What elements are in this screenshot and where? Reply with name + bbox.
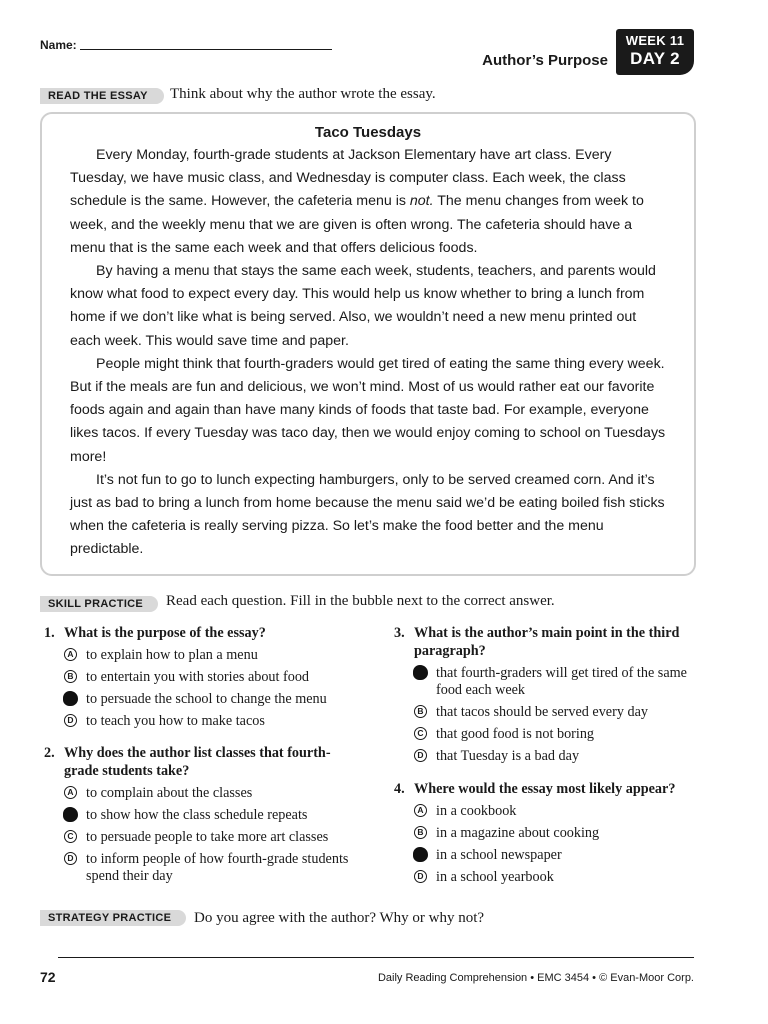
question-text: What is the author’s main point in the third paragraph? [414, 625, 680, 659]
question-2 [44, 744, 364, 885]
question-1 [44, 624, 364, 730]
answer-bubble[interactable] [413, 847, 428, 862]
question-stem [394, 624, 704, 660]
strategy-practice-tag: STRATEGY PRACTICE [40, 910, 186, 926]
question-number: 4. [394, 781, 405, 797]
option-text: to persuade people to take more art classes [86, 829, 329, 845]
option-text: to show how the class schedule repeats [86, 807, 308, 823]
question-stem [394, 780, 704, 798]
option-text: to entertain you with stories about food [86, 669, 310, 685]
answer-bubble[interactable]: D [414, 870, 427, 883]
answer-bubble[interactable] [413, 665, 428, 680]
question-number: 3. [394, 625, 405, 641]
question-text: Where would the essay most likely appear? [414, 781, 676, 797]
answer-bubble[interactable]: B [414, 705, 427, 718]
answer-option[interactable] [44, 785, 364, 802]
essay-paragraph [70, 144, 670, 260]
week-label: WEEK 11 [625, 33, 685, 48]
question-4 [394, 780, 704, 886]
answer-option[interactable] [394, 803, 704, 820]
read-essay-instruction: Think about why the author wrote the essay. [170, 86, 436, 102]
answer-option[interactable] [394, 726, 704, 743]
question-stem [44, 624, 364, 642]
option-text: to inform people of how fourth-grade students spend their day [86, 851, 349, 884]
answer-option[interactable] [44, 713, 364, 730]
answer-bubble[interactable]: A [414, 804, 427, 817]
answer-option[interactable] [44, 669, 364, 686]
option-text: that tacos should be served every day [436, 704, 648, 720]
paragraph-text: Every Monday, fourth-grade students at Jackson Elementary have art class. Every Tuesday, we have music class, and Wednesday is computer class. Each week, the class schedule is the same. However, the cafeteria menu is [70, 147, 626, 210]
question-3 [394, 624, 704, 765]
answer-option[interactable] [394, 665, 704, 699]
option-text: to explain how to plan a menu [86, 647, 258, 663]
question-number: 2. [44, 745, 55, 761]
answer-option[interactable] [44, 829, 364, 846]
footer-rule [58, 957, 694, 958]
essay-paragraph: People might think that fourth-graders would get tired of eating the same thing every week. But if the meals are fun and delicious, we won’t mind. Most of us would rather eat our favorite foods again and again than have many kinds of foods that taste bad. For example, everyone likes tacos. If every Tuesday was taco day, then we would enjoy coming to school on Tuesdays more! [70, 355, 666, 465]
option-text: to persuade the school to change the menu [86, 691, 327, 707]
option-text: in a school newspaper [436, 847, 562, 863]
answer-option[interactable] [394, 748, 704, 765]
name-line[interactable] [80, 49, 332, 50]
answer-option[interactable] [394, 825, 704, 842]
skill-title: Author’s Purpose [482, 52, 608, 69]
page-number: 72 [40, 969, 56, 985]
question-stem [44, 744, 364, 780]
answer-bubble[interactable]: D [414, 749, 427, 762]
option-text: in a school yearbook [436, 869, 554, 885]
answer-bubble[interactable]: B [414, 826, 427, 839]
option-text: in a magazine about cooking [436, 825, 600, 841]
essay-title: Taco Tuesdays [314, 124, 422, 141]
answer-bubble[interactable]: A [64, 648, 77, 661]
option-text: that fourth-graders will get tired of the same food each week [436, 665, 687, 698]
option-text: that good food is not boring [436, 726, 595, 742]
question-text: Why does the author list classes that fourth-grade students take? [64, 745, 331, 779]
answer-option[interactable] [394, 704, 704, 721]
question-number: 1. [44, 625, 55, 641]
answer-option[interactable] [394, 869, 704, 886]
answer-bubble[interactable]: C [414, 727, 427, 740]
footer-credit: Daily Reading Comprehension • EMC 3454 • © Evan-Moor Corp. [377, 972, 694, 984]
answer-option[interactable] [44, 851, 364, 885]
answer-bubble[interactable]: D [64, 852, 77, 865]
skill-practice-instruction: Read each question. Fill in the bubble next to the correct answer. [166, 593, 555, 609]
answer-bubble[interactable]: A [64, 786, 77, 799]
paragraph-text: The menu changes from week to week, and the weekly menu that we are given is often wrong. The cafeteria should have a menu that is the same each week and that offers delicious foods. [70, 193, 644, 256]
answer-option[interactable] [394, 847, 704, 864]
essay-paragraph: By having a menu that stays the same each week, students, teachers, and parents would know what food to expect every day. This would help us know whether to bring a lunch from home if we don’t like what is being served. Also, we wouldn’t need a new menu printed out each week. This would save time and paper. [70, 263, 656, 349]
answer-option[interactable] [44, 691, 364, 708]
question-text: What is the purpose of the essay? [64, 625, 266, 641]
answer-bubble[interactable]: B [64, 670, 77, 683]
skill-practice-tag: SKILL PRACTICE [40, 596, 158, 612]
essay-body [70, 144, 670, 562]
essay-paragraph: It’s not fun to go to lunch expecting hamburgers, only to be served creamed corn. And it’s just as bad to bring a lunch from home because the menu said we’d be eating boiled fish sticks when the cafeteria is really serving pizza. So let’s make the food better and the menu predictable. [70, 471, 665, 558]
read-essay-tag: READ THE ESSAY [40, 88, 164, 104]
answer-bubble[interactable]: C [64, 830, 77, 843]
answer-bubble[interactable]: D [64, 714, 77, 727]
option-text: in a cookbook [436, 803, 517, 819]
option-text: that Tuesday is a bad day [436, 748, 580, 764]
option-text: to teach you how to make tacos [86, 713, 265, 729]
answer-bubble[interactable] [63, 691, 78, 706]
name-label: Name: [40, 38, 77, 52]
answer-bubble[interactable] [63, 807, 78, 822]
answer-option[interactable] [44, 807, 364, 824]
day-label: DAY 2 [630, 49, 680, 68]
option-text: to complain about the classes [86, 785, 253, 801]
answer-option[interactable] [44, 647, 364, 664]
emphasized-word: not. [409, 193, 434, 210]
strategy-practice-question: Do you agree with the author? Why or why not? [194, 910, 485, 926]
week-day-badge [616, 29, 694, 75]
